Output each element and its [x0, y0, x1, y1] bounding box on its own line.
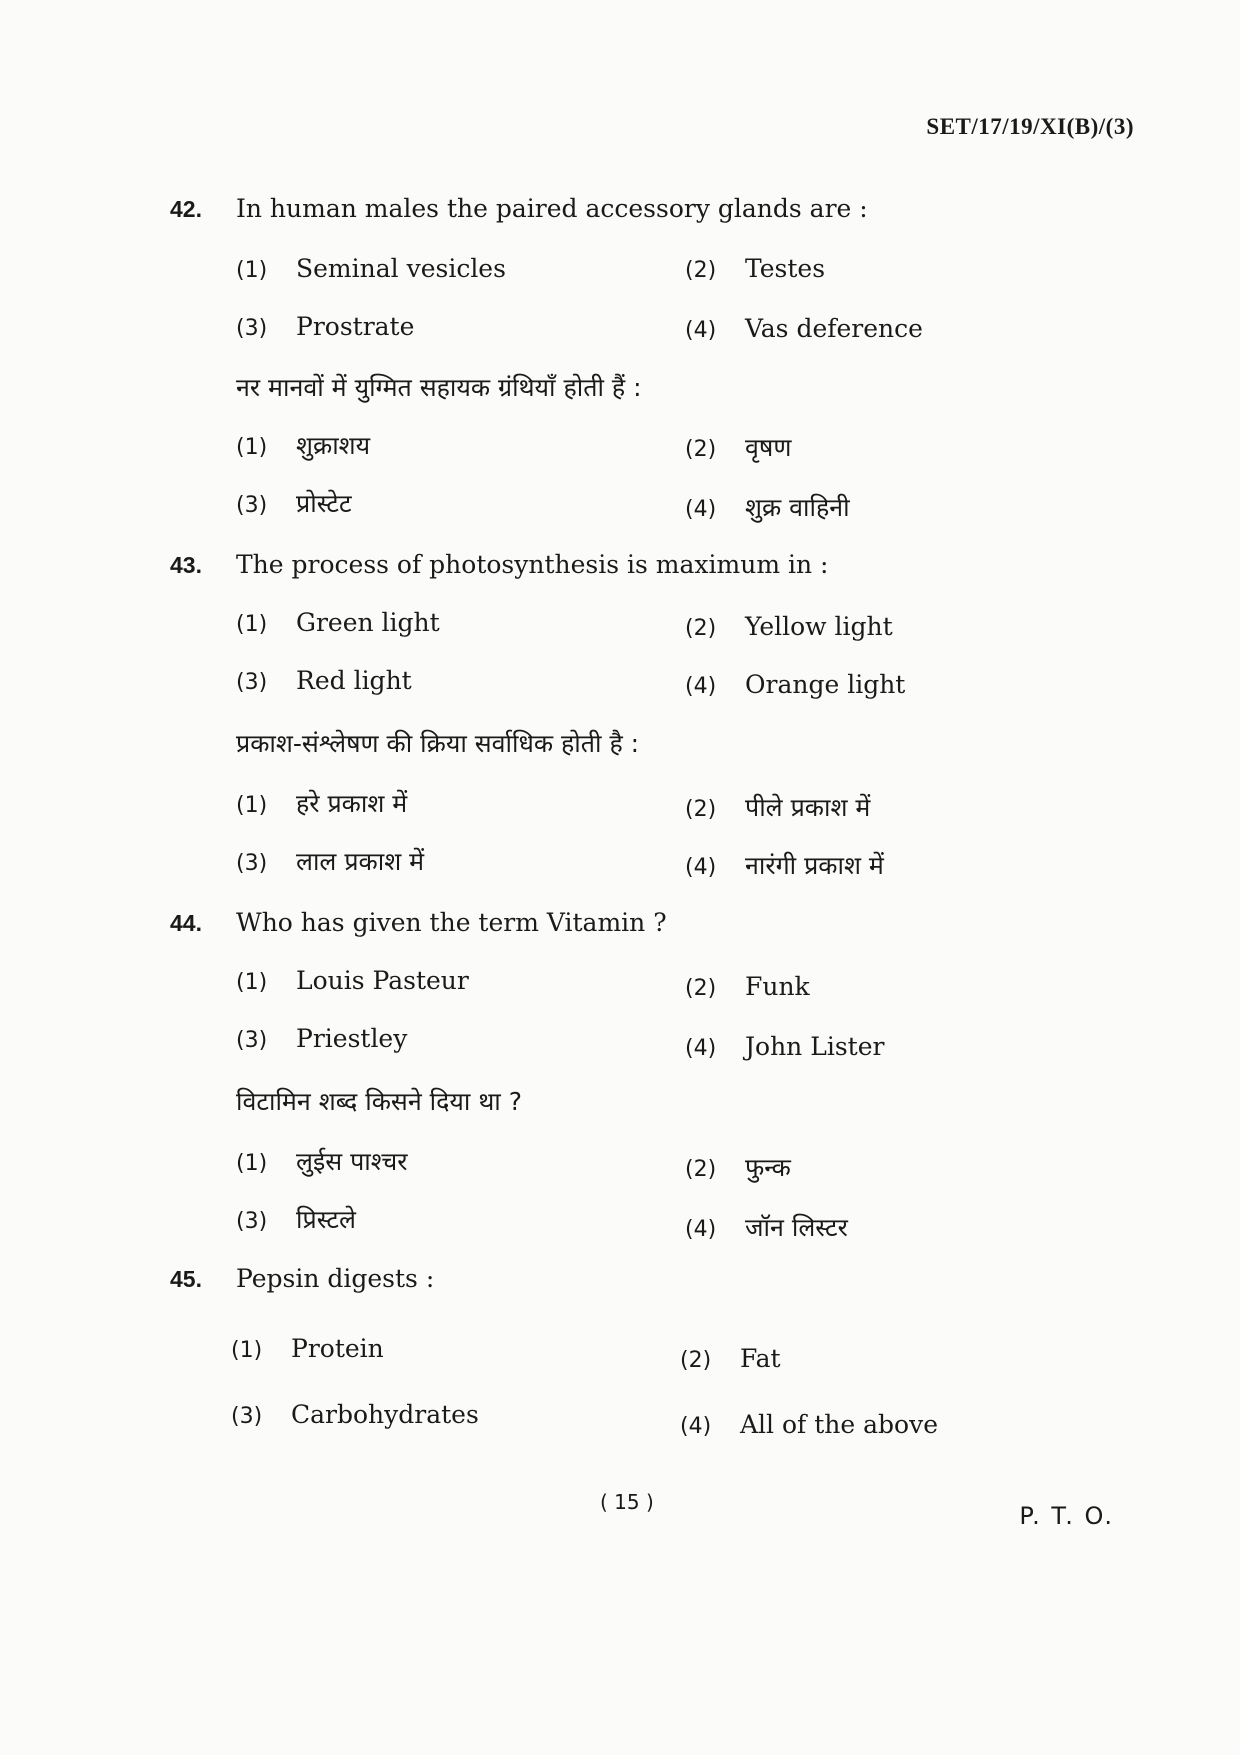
option-2-hi: [685, 430, 791, 464]
option-index: (2): [685, 616, 717, 641]
option-4-en: [685, 314, 923, 343]
question-text-hi: नर मानवों में युग्मित सहायक ग्रंथियाँ होती हैं :: [236, 373, 642, 402]
option-3-hi: [236, 844, 424, 878]
option-1-en: [236, 254, 506, 283]
option-2-en: [685, 254, 825, 283]
option-text: Testes: [745, 254, 826, 283]
option-text: Protein: [291, 1334, 384, 1363]
option-index: (1): [231, 1338, 263, 1363]
option-text: John Lister: [745, 1032, 885, 1061]
option-index: (3): [236, 1209, 268, 1234]
option-text: शुक्र वाहिनी: [745, 493, 850, 522]
option-text: Seminal vesicles: [296, 254, 506, 283]
option-text: वृषण: [745, 433, 792, 462]
option-index: (1): [236, 612, 268, 637]
option-index: (3): [236, 493, 268, 518]
option-2-hi: [685, 1150, 791, 1184]
option-text: Funk: [745, 972, 810, 1001]
option-index: (4): [685, 1217, 717, 1242]
option-text: Yellow light: [745, 612, 893, 641]
question-number: 42.: [170, 196, 202, 222]
option-1-hi: [236, 428, 370, 462]
question-text-en: Pepsin digests :: [236, 1264, 435, 1293]
option-index: (1): [236, 258, 268, 283]
option-index: (3): [231, 1404, 263, 1429]
option-3-hi: [236, 486, 352, 520]
option-4-en: [685, 670, 905, 699]
option-text: Green light: [296, 608, 440, 637]
option-2-en: [685, 612, 893, 641]
option-text: फुन्क: [745, 1153, 791, 1182]
option-3-en: [236, 666, 412, 695]
option-index: (4): [685, 855, 717, 880]
option-4-hi: [685, 848, 884, 882]
set-code: SET/17/19/XI(B)/(3): [926, 114, 1134, 139]
option-2-en: [680, 1344, 781, 1373]
option-index: (2): [685, 437, 717, 462]
option-1-en: [231, 1334, 384, 1363]
option-2-hi: [685, 790, 870, 824]
question-text-en: The process of photosynthesis is maximum in :: [236, 550, 829, 579]
option-text: All of the above: [740, 1410, 939, 1439]
question-text-hi: विटामिन शब्द किसने दिया था ?: [236, 1087, 522, 1116]
option-text: Priestley: [296, 1024, 408, 1053]
question-text-hi: प्रकाश-संश्लेषण की क्रिया सर्वाधिक होती है :: [236, 729, 640, 758]
option-2-en: [685, 972, 810, 1001]
option-index: (4): [685, 674, 717, 699]
option-text: हरे प्रकाश में: [296, 789, 408, 818]
option-index: (2): [685, 258, 717, 283]
question-text-en: Who has given the term Vitamin ?: [236, 908, 667, 937]
option-index: (3): [236, 316, 268, 341]
pto-label: P. T. O.: [1019, 1502, 1114, 1530]
option-index: (1): [236, 970, 268, 995]
option-4-en: [680, 1410, 938, 1439]
option-4-hi: [685, 490, 850, 524]
option-text: पीले प्रकाश में: [745, 793, 871, 822]
option-3-en: [236, 1024, 407, 1053]
option-index: (2): [680, 1348, 712, 1373]
option-index: (4): [685, 318, 717, 343]
option-1-hi: [236, 1144, 407, 1178]
option-index: (3): [236, 851, 268, 876]
option-text: प्रोस्टेट: [296, 489, 352, 518]
question-number: 44.: [170, 910, 202, 936]
option-text: Orange light: [745, 670, 906, 699]
option-index: (1): [236, 435, 268, 460]
option-text: लाल प्रकाश में: [296, 847, 425, 876]
option-3-hi: [236, 1202, 356, 1236]
option-index: (3): [236, 670, 268, 695]
option-text: Carbohydrates: [291, 1400, 479, 1429]
question-number: 45.: [170, 1266, 202, 1292]
option-1-en: [236, 608, 440, 637]
option-text: Vas deference: [745, 314, 923, 343]
option-index: (3): [236, 1028, 268, 1053]
option-text: Red light: [296, 666, 412, 695]
option-index: (2): [685, 797, 717, 822]
option-text: प्रिस्टले: [296, 1205, 356, 1234]
option-4-en: [685, 1032, 884, 1061]
option-index: (4): [685, 497, 717, 522]
option-text: लुईस पाश्चर: [296, 1147, 408, 1176]
option-index: (2): [685, 976, 717, 1001]
option-index: (2): [685, 1157, 717, 1182]
option-text: नारंगी प्रकाश में: [745, 851, 884, 880]
option-1-hi: [236, 786, 407, 820]
option-index: (4): [685, 1036, 717, 1061]
option-index: (1): [236, 1151, 268, 1176]
option-4-hi: [685, 1210, 848, 1244]
option-3-en: [236, 312, 414, 341]
option-index: (4): [680, 1414, 712, 1439]
question-text-en: In human males the paired accessory glands are :: [236, 194, 868, 223]
option-text: Prostrate: [296, 312, 415, 341]
option-text: Louis Pasteur: [296, 966, 469, 995]
question-number: 43.: [170, 552, 202, 578]
option-text: शुक्राशय: [296, 431, 371, 460]
option-index: (1): [236, 793, 268, 818]
option-text: Fat: [740, 1344, 781, 1373]
page-number: ( 15 ): [600, 1490, 654, 1514]
option-3-en: [231, 1400, 479, 1429]
option-text: जॉन लिस्टर: [745, 1213, 848, 1242]
option-1-en: [236, 966, 469, 995]
